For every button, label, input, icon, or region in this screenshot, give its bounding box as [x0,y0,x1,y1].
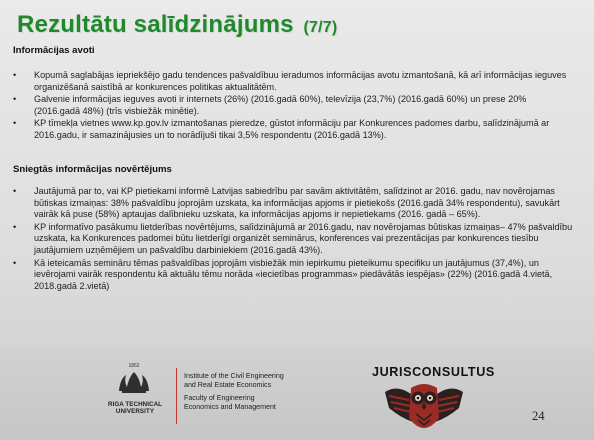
rtu-name-line2: UNIVERSITY [115,408,155,416]
bullet-dot: • [13,257,17,268]
bullet-dot: • [13,186,17,196]
bullet-dot: • [13,70,17,80]
slide-page-indicator: (7/7) [303,19,338,36]
faculty-line1: Faculty of Engineering [184,394,255,403]
bullet-dot: • [13,221,17,232]
bullet-text: KP informatīvo pasākumu lietderības novērtējums, salīdzinājumā ar 2016.gadu, nav novērojamas būtiskas izmaiņas– 47% pašvaldību uzskata, ka Konkurences padomei būtu lietderīgi organizēt seminārus, konferences vai prezentācijas par konkurences tiesību jautājumiem uzņēmējiem un pašvaldību darbiniekiem (2016.gadā 43%). [34,221,573,255]
bullet-dot: • [13,94,17,105]
slide-title-text: Rezultātu salīdzinājums [17,11,294,38]
list-item [13,118,573,141]
list-item [13,222,573,257]
page-number: 24 [532,409,545,423]
list-item [13,186,573,221]
bullet-text: KP tīmekļa vietnes www.kp.gov.lv izmantošanas pieredze, gūstot informāciju par Konkurences padomes darbu, salīdzinājumā ar 2016.gadu, ir samazinājusies un to norādījuši tikai 3,5% respondentu (2016.gadā 13%). [34,118,550,140]
bullet-list-information-sources [13,70,573,143]
bullet-text: Galvenie informācijas ieguves avoti ir internets (26%) (2016.gadā 60%), televīzija (23,7%) (2016.gadā 60%) un prese 20% (2016.gadā 48%) (trīs visbiežāk minētie). [34,94,527,116]
institute-text [184,372,354,411]
rtu-year: 1862 [128,363,140,369]
faculty-line2: Economics and Management [184,402,276,411]
bullet-dot: • [13,118,17,129]
section-heading-information-sources: Informācijas avoti [13,45,95,56]
rtu-emblem-icon [116,369,152,395]
section-heading-information-assessment: Sniegtās informācijas novērtējums [13,164,172,175]
list-item [13,94,573,117]
bullet-text: Kopumā saglabājas iepriekšējo gadu tendences pašvaldībuu ieradumos informācijas avotu izmantošanā, kā arī informācijas ieguves organizēšanā saistībā ar konkurences politikas aktualitātēm. [34,70,567,92]
jurisconsultus-title: JURISCONSULTUS [372,365,495,379]
logo-divider [176,368,177,424]
slide-title [17,11,337,39]
owl-logo-icon [383,378,465,438]
institute-line2: and Real Estate Economics [184,380,272,389]
list-item [13,258,573,293]
bullet-text: Jautājumā par to, vai KP pietiekami informē Latvijas sabiedrību par savām aktivitātēm, salīdzinot ar 2016. gadu, nav novērojamas būtiskas izmaiņas: 38% pašvaldību joprojām uzskata, ka informācijas apjoms ir pietiekošs (2016.gadā 34% respondentu), savukārt vairāk kā puse (58%) aptaujas dalībnieku uzskata, ka informācijas apjoms ir nepietiekams (2016. gadā – 65%). [34,186,560,220]
rtu-logo [103,357,175,427]
institute-line1: Institute of the Civil Engineering [184,372,284,380]
list-item [13,70,573,93]
bullet-text: Kā ieteicamās semināru tēmas pašvaldības joprojām visbiežāk min iepirkumu pieteikumu specifiku un jautājumus (37,4%), un ievērojami vairāk respondentu kā aktuālu tēmu norāda «iecietības programmas» piedāvātās iespējas» (22%) (2016.gadā 4.vietā, 2018.gadā 2.vietā) [34,257,553,291]
rtu-name-line1: RIGA TECHNICAL [107,401,163,408]
rtu-name [103,401,167,416]
bullet-list-information-assessment [13,186,573,293]
